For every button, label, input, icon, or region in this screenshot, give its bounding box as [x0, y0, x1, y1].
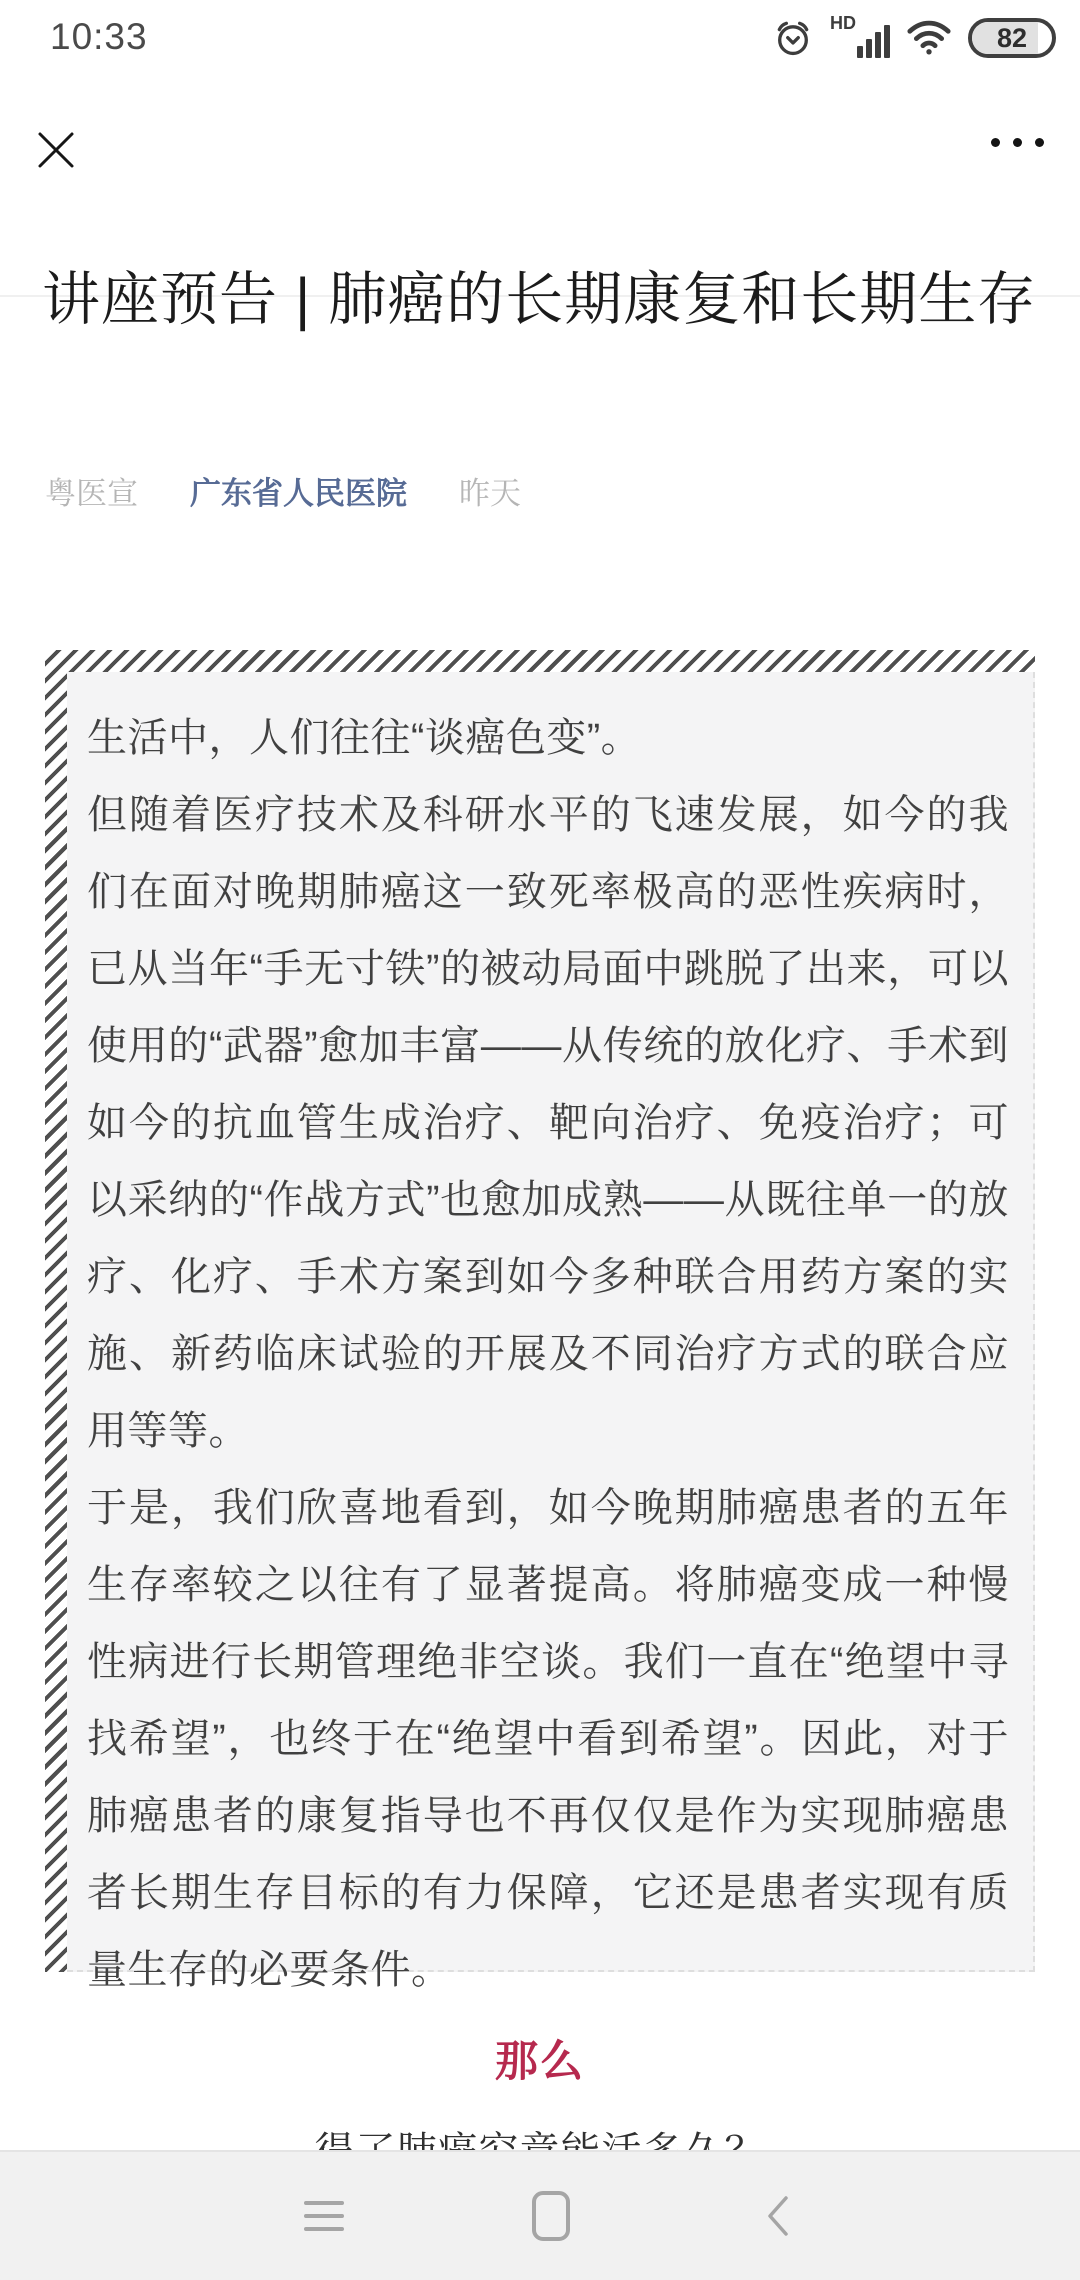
- more-menu-icon[interactable]: [991, 138, 1044, 147]
- status-bar: [0, 0, 1080, 78]
- hatch-border-left: [45, 650, 67, 1972]
- intro-text-area: [67, 672, 1035, 1992]
- battery-percent: 82: [996, 22, 1028, 53]
- home-icon[interactable]: [532, 2191, 570, 2241]
- android-nav-bar: [0, 2150, 1080, 2280]
- intro-hatched-box: [45, 650, 1035, 1992]
- status-time: 10:33: [50, 16, 148, 57]
- intro-paragraph: 但随着医疗技术及科研水平的飞速发展，如今的我们在面对晚期肺癌这一致死率极高的恶性疾病时，已从当年“手无寸铁”的被动局面中跳脱了出来，可以使用的“武器”愈加丰富——从传统的放化疗、手术到如今的抗血管生成治疗、靶向治疗、免疫治疗；可以采纳的“作战方式”也愈加成熟——从既往单一的放疗、化疗、手术方案到如今多种联合用药方案的实施、新药临床试验的开展及不同治疗方式的联合应用等等。: [87, 793, 1009, 1453]
- article-byline: [45, 468, 521, 513]
- intro-paragraph: 生活中，人们往往“谈癌色变”。: [87, 716, 642, 760]
- close-icon[interactable]: [34, 128, 78, 172]
- wifi-icon: [906, 18, 952, 58]
- hd-badge: HD: [830, 13, 856, 33]
- status-icons: [772, 14, 1056, 62]
- byline-account-link[interactable]: 广东省人民医院: [190, 476, 407, 511]
- cell-signal-icon: [830, 15, 890, 61]
- recent-apps-icon[interactable]: [304, 2201, 344, 2231]
- hatch-border-top: [45, 650, 1035, 672]
- battery-icon: [968, 18, 1056, 58]
- alarm-icon: [772, 17, 814, 59]
- byline-author: 粤医宣: [45, 476, 138, 511]
- article-appbar: [0, 78, 1080, 218]
- section-heading: 那么: [495, 2038, 585, 2086]
- intro-paragraph: 于是，我们欣喜地看到，如今晚期肺癌患者的五年生存率较之以往有了显著提高。将肺癌变成一种慢性病进行长期管理绝非空谈。我们一直在“绝望中寻找希望”，也终于在“绝望中看到希望”。因此，对于肺癌患者的康复指导也不再仅仅是作为实现肺癌患者长期生存目标的有力保障，它还是患者实现有质量生存的必要条件。: [87, 1486, 1009, 1992]
- article-title: 讲座预告 | 肺癌的长期康复和长期生存: [42, 267, 1037, 332]
- back-icon[interactable]: [765, 2194, 791, 2238]
- byline-date: 昨天: [459, 476, 521, 511]
